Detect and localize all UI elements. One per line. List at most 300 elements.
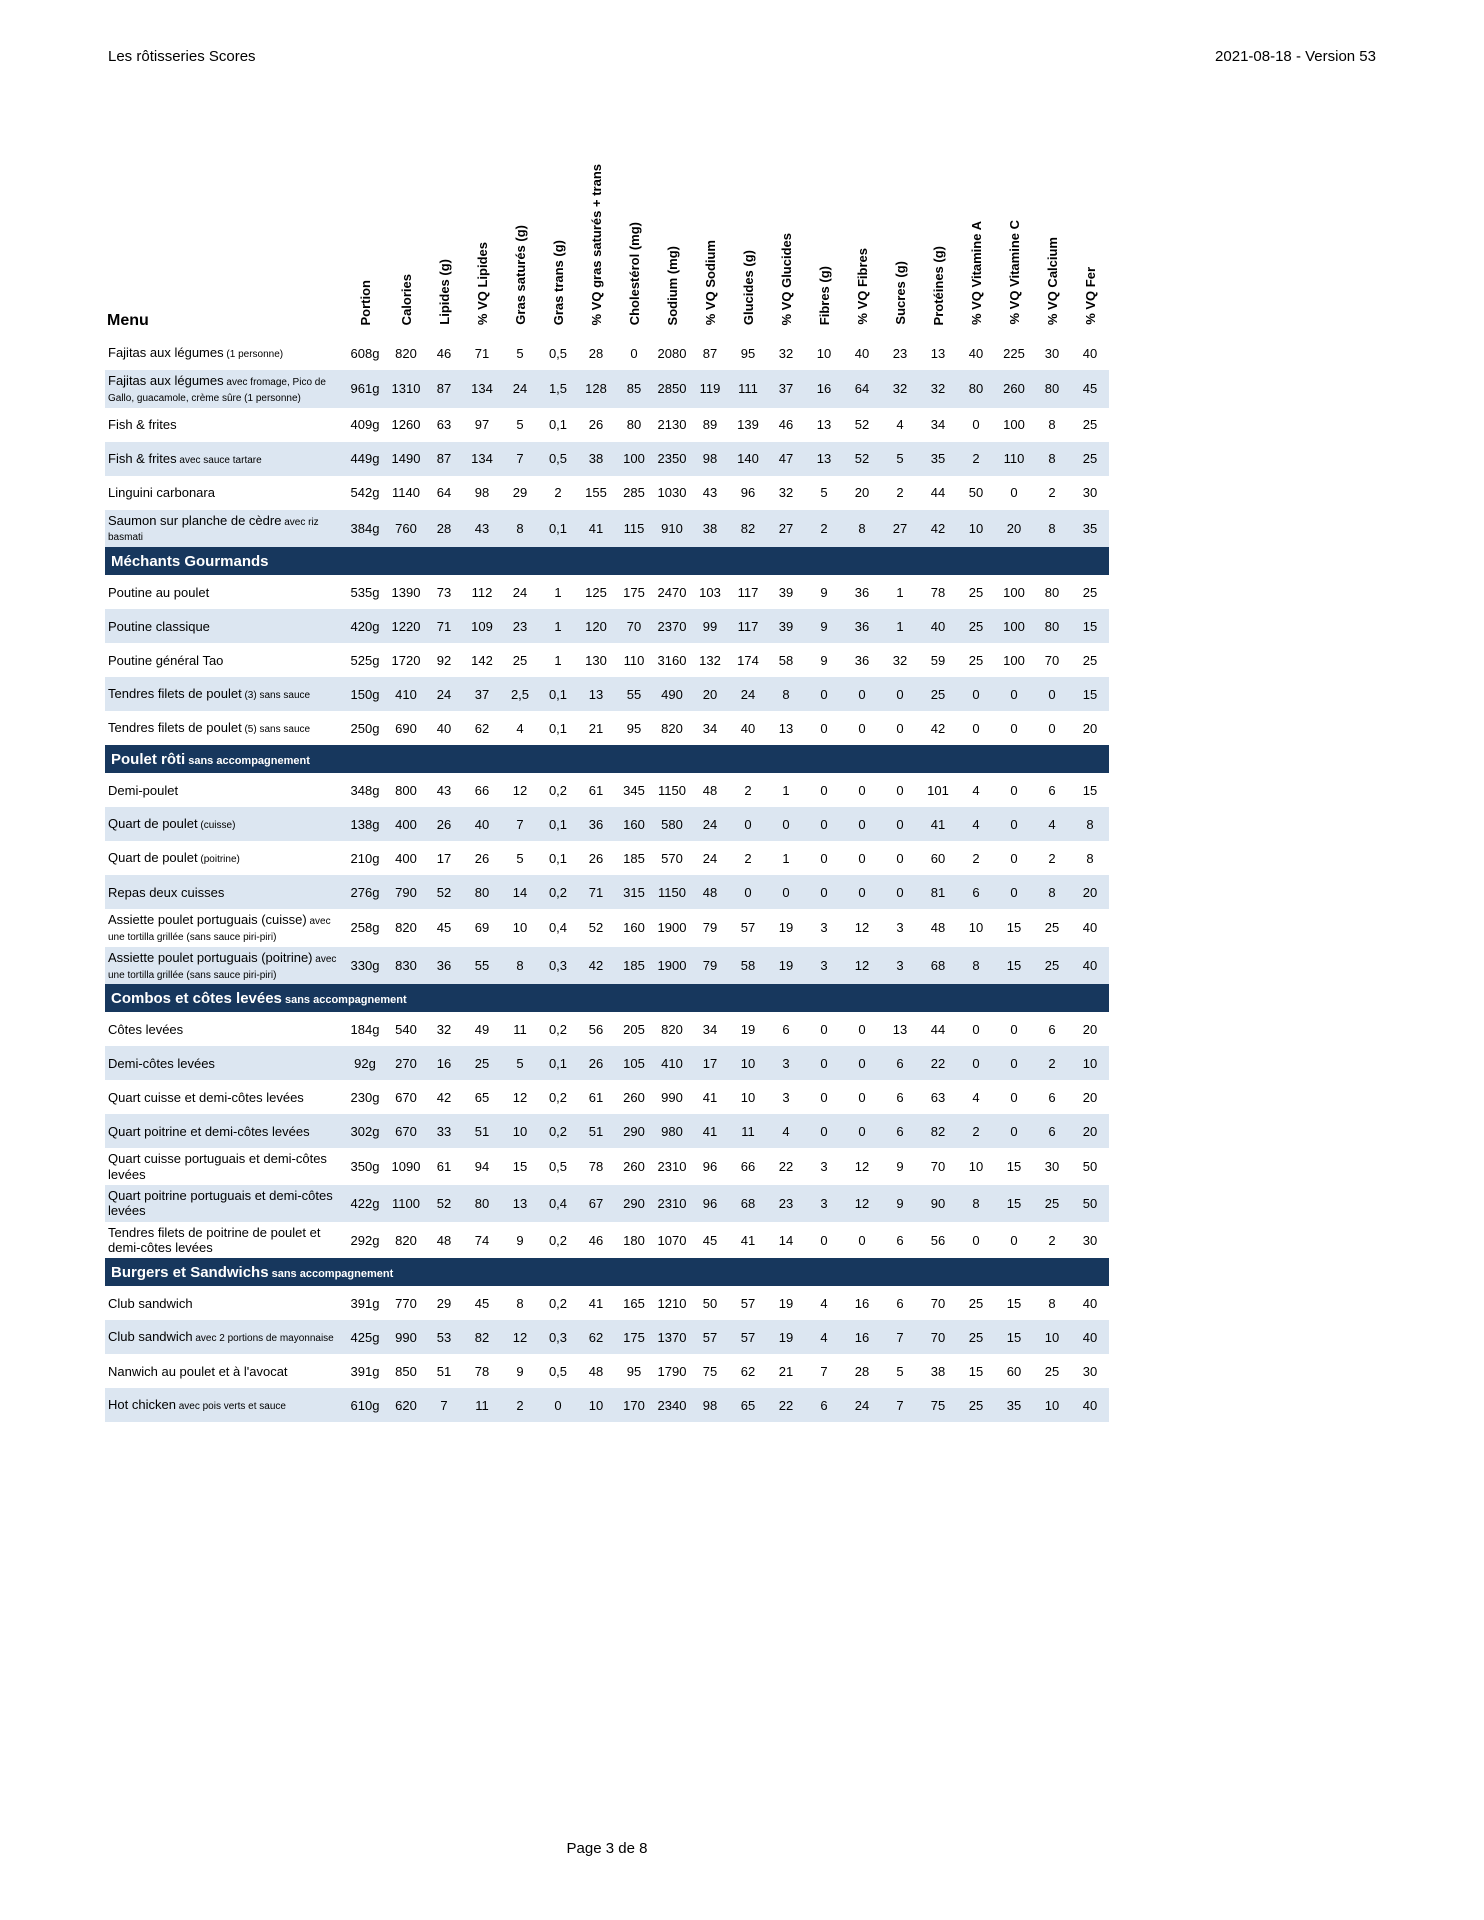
nutrition-value-cell: 9 <box>805 609 843 643</box>
nutrition-value-cell: 0,2 <box>539 1114 577 1148</box>
nutrition-value-cell: 260 <box>623 1089 645 1105</box>
nutrition-value-cell: 391g <box>350 1363 380 1379</box>
nutrition-value-cell: 14 <box>501 875 539 909</box>
nutrition-value-cell: 15 <box>512 1159 528 1175</box>
nutrition-value-cell: 1 <box>539 609 577 643</box>
nutrition-value-cell: 1210 <box>657 1295 687 1311</box>
nutrition-value-cell: 0,4 <box>539 1185 577 1222</box>
nutrition-value-cell: 184g <box>350 1021 380 1037</box>
nutrition-value-cell: 0 <box>995 1114 1033 1148</box>
nutrition-value-cell: 1 <box>782 782 790 798</box>
nutrition-value-cell: 0,1 <box>539 1046 577 1080</box>
nutrition-value-cell: 134 <box>463 370 501 408</box>
nutrition-value-cell: 21 <box>588 720 604 736</box>
nutrition-value-cell: 0 <box>957 1046 995 1080</box>
nutrition-value-cell: 0 <box>805 677 843 711</box>
menu-item-name: Quart cuisse et demi-côtes levées <box>108 1089 304 1105</box>
nutrition-value-cell: 4 <box>805 1320 843 1354</box>
nutrition-value-cell: 13 <box>501 1185 539 1222</box>
nutrition-value-cell: 2130 <box>657 417 687 433</box>
nutrition-value-cell: 40 <box>436 720 452 736</box>
nutrition-value-cell: 3 <box>767 1046 805 1080</box>
nutrition-value-cell: 13 <box>816 417 832 433</box>
nutrition-value-cell: 10 <box>577 1388 615 1422</box>
nutrition-value-cell: 2 <box>554 485 562 501</box>
nutrition-value-cell: 2080 <box>657 345 687 361</box>
nutrition-value-cell: 43 <box>702 485 718 501</box>
nutrition-value-cell: 820 <box>395 1232 417 1248</box>
menu-item-note: avec une tortilla grillée (sans sauce piri-piri) <box>108 916 331 943</box>
nutrition-value-cell: 8 <box>1033 510 1071 548</box>
nutrition-value-cell: 41 <box>740 1232 756 1248</box>
nutrition-value-cell: 2 <box>744 782 752 798</box>
nutrition-value-cell: 1030 <box>657 485 687 501</box>
nutrition-value-cell: 61 <box>588 1089 604 1105</box>
nutrition-value-cell: 48 <box>691 875 729 909</box>
nutrition-value-cell: 7 <box>425 1388 463 1422</box>
nutrition-value-cell: 67 <box>577 1185 615 1222</box>
nutrition-value-cell: 174 <box>737 652 759 668</box>
nutrition-value-cell: 961g <box>343 370 387 408</box>
nutrition-value-cell: 0 <box>805 875 843 909</box>
menu-item-row <box>105 609 1109 643</box>
nutrition-value-cell: 23 <box>767 1185 805 1222</box>
nutrition-value-cell: 19 <box>740 1021 756 1037</box>
nutrition-value-cell: 3 <box>896 920 904 936</box>
nutrition-value-cell: 12 <box>854 920 870 936</box>
table-header <box>105 110 1109 336</box>
nutrition-value-cell: 50 <box>702 1295 718 1311</box>
nutrition-value-cell: 3 <box>805 947 843 985</box>
menu-item-row <box>105 1185 1109 1222</box>
nutrition-value-cell: 6 <box>782 1021 790 1037</box>
nutrition-value-cell: 1 <box>881 609 919 643</box>
nutrition-value-cell: 24 <box>843 1388 881 1422</box>
nutrition-value-cell: 52 <box>425 1185 463 1222</box>
nutrition-value-cell: 117 <box>729 609 767 643</box>
nutrition-value-cell: 8 <box>843 510 881 548</box>
nutrition-value-cell: 3 <box>805 1185 843 1222</box>
section-note: sans accompagnement <box>185 754 310 767</box>
column-header-label: % VQ Vitamine A <box>968 220 984 325</box>
menu-item-name: Tendres filets de poitrine de poulet et demi-côtes levées <box>108 1224 321 1256</box>
nutrition-value-cell: 13 <box>892 1021 908 1037</box>
page-footer <box>105 1840 1109 1857</box>
nutrition-value-cell: 105 <box>615 1046 653 1080</box>
nutrition-value-cell: 41 <box>691 1114 729 1148</box>
nutrition-value-cell: 139 <box>737 417 759 433</box>
nutrition-value-cell: 0 <box>995 677 1033 711</box>
nutrition-value-cell: 25 <box>1044 1363 1060 1379</box>
nutrition-value-cell: 5 <box>896 1363 904 1379</box>
menu-item-name: Assiette poulet portuguais (poitrine) <box>108 949 313 965</box>
nutrition-value-cell: 1070 <box>657 1232 687 1248</box>
menu-item-name-cell <box>105 609 343 643</box>
nutrition-value-cell: 44 <box>930 485 946 501</box>
nutrition-value-cell: 12 <box>501 1320 539 1354</box>
nutrition-value-cell: 100 <box>1003 417 1025 433</box>
nutrition-value-cell: 80 <box>1044 584 1060 600</box>
nutrition-value-cell: 0 <box>805 807 843 841</box>
nutrition-value-cell: 30 <box>1082 1363 1098 1379</box>
nutrition-value-cell: 0 <box>858 1232 866 1248</box>
nutrition-value-cell: 63 <box>436 417 452 433</box>
nutrition-value-cell: 48 <box>436 1232 452 1248</box>
nutrition-value-cell: 0 <box>630 345 638 361</box>
nutrition-value-cell: 160 <box>623 920 645 936</box>
nutrition-value-cell: 42 <box>577 947 615 985</box>
nutrition-value-cell: 210g <box>350 850 380 866</box>
nutrition-value-cell: 25 <box>1033 1185 1071 1222</box>
nutrition-value-cell: 70 <box>930 1295 946 1311</box>
nutrition-value-cell: 46 <box>436 345 452 361</box>
column-header-label: % VQ Lipides <box>474 241 490 325</box>
nutrition-value-cell: 990 <box>661 1089 683 1105</box>
nutrition-value-cell: 25 <box>968 1295 984 1311</box>
nutrition-value-cell: 85 <box>615 370 653 408</box>
nutrition-value-cell: 2 <box>896 485 904 501</box>
nutrition-value-cell: 8 <box>1048 1295 1056 1311</box>
menu-item-name-cell <box>105 1046 343 1080</box>
menu-item-row <box>105 1148 1109 1185</box>
nutrition-value-cell: 4 <box>1033 807 1071 841</box>
nutrition-value-cell: 570 <box>661 850 683 866</box>
nutrition-value-cell: 0 <box>805 1046 843 1080</box>
nutrition-value-cell: 109 <box>463 609 501 643</box>
nutrition-value-cell: 43 <box>436 782 452 798</box>
column-header <box>919 110 957 336</box>
nutrition-value-cell: 71 <box>474 345 490 361</box>
nutrition-value-cell: 1370 <box>653 1320 691 1354</box>
column-header-label: Sodium (mg) <box>664 245 680 325</box>
nutrition-value-cell: 32 <box>778 485 794 501</box>
nutrition-value-cell: 2370 <box>653 609 691 643</box>
nutrition-value-cell: 39 <box>767 609 805 643</box>
nutrition-value-cell: 24 <box>729 677 767 711</box>
nutrition-value-cell: 43 <box>463 510 501 548</box>
nutrition-value-cell: 400 <box>387 807 425 841</box>
nutrition-value-cell: 68 <box>729 1185 767 1222</box>
nutrition-value-cell: 820 <box>395 920 417 936</box>
nutrition-value-cell: 51 <box>463 1114 501 1148</box>
nutrition-value-cell: 112 <box>471 584 493 600</box>
nutrition-value-cell: 0 <box>972 417 980 433</box>
menu-item-name-cell <box>105 1222 343 1259</box>
menu-item-name: Tendres filets de poulet <box>108 686 242 702</box>
nutrition-value-cell: 30 <box>1044 345 1060 361</box>
nutrition-value-cell: 13 <box>930 345 946 361</box>
nutrition-value-cell: 0 <box>881 677 919 711</box>
nutrition-value-cell: 0 <box>858 782 866 798</box>
nutrition-value-cell: 92 <box>436 652 452 668</box>
nutrition-value-cell: 57 <box>691 1320 729 1354</box>
nutrition-value-cell: 128 <box>577 370 615 408</box>
nutrition-value-cell: 40 <box>854 345 870 361</box>
nutrition-value-cell: 79 <box>702 920 718 936</box>
nutrition-value-cell: 57 <box>729 1320 767 1354</box>
nutrition-value-cell: 2 <box>1048 850 1056 866</box>
menu-item-name: Quart de poulet <box>108 816 198 832</box>
nutrition-value-cell: 47 <box>767 442 805 476</box>
nutrition-value-cell: 103 <box>699 584 721 600</box>
menu-item-note: avec pois verts et sauce <box>175 1401 286 1413</box>
nutrition-value-cell: 89 <box>702 417 718 433</box>
nutrition-value-cell: 5 <box>881 442 919 476</box>
nutrition-value-cell: 68 <box>919 947 957 985</box>
nutrition-value-cell: 2350 <box>653 442 691 476</box>
nutrition-value-cell: 55 <box>615 677 653 711</box>
nutrition-value-cell: 6 <box>1033 1114 1071 1148</box>
nutrition-value-cell: 41 <box>702 1089 718 1105</box>
nutrition-value-cell: 38 <box>691 510 729 548</box>
nutrition-value-cell: 19 <box>778 920 794 936</box>
nutrition-value-cell: 0 <box>820 1089 828 1105</box>
nutrition-value-cell: 142 <box>471 652 493 668</box>
nutrition-value-cell: 9 <box>820 652 828 668</box>
menu-item-name: Club sandwich <box>108 1329 193 1345</box>
nutrition-value-cell: 27 <box>881 510 919 548</box>
nutrition-value-cell: 422g <box>343 1185 387 1222</box>
menu-item-name: Assiette poulet portuguais (cuisse) <box>108 912 307 928</box>
menu-item-row <box>105 947 1109 985</box>
nutrition-value-cell: 10 <box>501 1114 539 1148</box>
nutrition-value-cell: 45 <box>474 1295 490 1311</box>
page-number: Page 3 de 8 <box>566 1840 648 1857</box>
nutrition-value-cell: 0 <box>896 782 904 798</box>
nutrition-value-cell: 1900 <box>657 920 687 936</box>
nutrition-value-cell: 52 <box>425 875 463 909</box>
menu-item-name-cell <box>105 510 343 548</box>
nutrition-value-cell: 26 <box>577 1046 615 1080</box>
menu-item-row <box>105 336 1109 370</box>
nutrition-value-cell: 0,3 <box>539 1320 577 1354</box>
nutrition-value-cell: 39 <box>778 584 794 600</box>
nutrition-value-cell: 24 <box>512 584 528 600</box>
nutrition-value-cell: 40 <box>1071 947 1109 985</box>
nutrition-value-cell: 25 <box>1071 442 1109 476</box>
nutrition-value-cell: 80 <box>1033 370 1071 408</box>
nutrition-value-cell: 42 <box>930 720 946 736</box>
column-header <box>425 110 463 336</box>
nutrition-value-cell: 7 <box>501 807 539 841</box>
nutrition-value-cell: 260 <box>995 370 1033 408</box>
column-header-label: % VQ Glucides <box>778 232 794 325</box>
column-header <box>805 110 843 336</box>
nutrition-value-cell: 25 <box>957 1320 995 1354</box>
nutrition-value-cell: 61 <box>588 782 604 798</box>
nutrition-value-cell: 0 <box>1010 1089 1018 1105</box>
menu-item-name-cell <box>105 947 343 985</box>
nutrition-value-cell: 0 <box>1010 720 1018 736</box>
nutrition-value-cell: 4 <box>767 1114 805 1148</box>
nutrition-value-cell: 160 <box>615 807 653 841</box>
nutrition-value-cell: 2310 <box>653 1185 691 1222</box>
nutrition-value-cell: 28 <box>854 1363 870 1379</box>
nutrition-value-cell: 80 <box>1033 609 1071 643</box>
menu-item-row <box>105 575 1109 609</box>
nutrition-value-cell: 25 <box>463 1046 501 1080</box>
nutrition-value-cell: 15 <box>1071 677 1109 711</box>
nutrition-value-cell: 48 <box>702 782 718 798</box>
menu-item-note: avec 2 portions de mayonnaise <box>192 1333 334 1345</box>
nutrition-value-cell: 0 <box>881 875 919 909</box>
nutrition-value-cell: 409g <box>350 417 380 433</box>
menu-item-row <box>105 711 1109 745</box>
nutrition-value-cell: 25 <box>1082 417 1098 433</box>
nutrition-value-cell: 98 <box>691 442 729 476</box>
menu-item-note: (3) sans sauce <box>241 690 311 702</box>
nutrition-value-cell: 111 <box>729 370 767 408</box>
nutrition-value-cell: 34 <box>930 417 946 433</box>
nutrition-value-cell: 2 <box>744 850 752 866</box>
menu-item-name-cell <box>105 875 343 909</box>
column-header-label: % VQ Sodium <box>702 239 718 325</box>
nutrition-value-cell: 8 <box>1086 850 1094 866</box>
nutrition-value-cell: 46 <box>778 417 794 433</box>
nutrition-value-cell: 35 <box>1071 510 1109 548</box>
column-header <box>995 110 1033 336</box>
nutrition-value-cell: 69 <box>474 920 490 936</box>
nutrition-value-cell: 45 <box>436 920 452 936</box>
nutrition-value-cell: 40 <box>1082 1295 1098 1311</box>
column-header-label: Lipides (g) <box>436 259 452 325</box>
menu-item-note: (cuisse) <box>197 820 236 832</box>
menu-item-name-cell <box>105 1148 343 1185</box>
menu-item-name-cell <box>105 643 343 677</box>
nutrition-value-cell: 32 <box>436 1021 452 1037</box>
nutrition-value-cell: 10 <box>968 1159 984 1175</box>
nutrition-value-cell: 165 <box>623 1295 645 1311</box>
nutrition-value-cell: 11 <box>463 1388 501 1422</box>
column-header-label: % VQ Fer <box>1082 267 1098 325</box>
nutrition-value-cell: 850 <box>395 1363 417 1379</box>
nutrition-value-cell: 8 <box>1033 875 1071 909</box>
section-title: Méchants Gourmands <box>111 552 269 570</box>
nutrition-value-cell: 250g <box>350 720 380 736</box>
nutrition-value-cell: 40 <box>1082 345 1098 361</box>
menu-item-name: Quart cuisse portuguais et demi-côtes levées <box>108 1151 327 1182</box>
menu-item-name-cell <box>105 408 343 442</box>
nutrition-value-cell: 40 <box>919 609 957 643</box>
column-header-label: Gras saturés (g) <box>512 225 528 325</box>
nutrition-value-cell: 62 <box>577 1320 615 1354</box>
nutrition-value-cell: 0,2 <box>548 1295 568 1311</box>
section-title: Poulet rôti <box>111 750 186 768</box>
nutrition-value-cell: 2850 <box>653 370 691 408</box>
nutrition-value-cell: 13 <box>778 720 794 736</box>
nutrition-value-cell: 36 <box>577 807 615 841</box>
nutrition-value-cell: 1900 <box>653 947 691 985</box>
nutrition-value-cell: 6 <box>896 1295 904 1311</box>
nutrition-value-cell: 315 <box>615 875 653 909</box>
nutrition-value-cell: 16 <box>805 370 843 408</box>
menu-item-row <box>105 677 1109 711</box>
nutrition-value-cell: 1 <box>554 652 562 668</box>
menu-item-row <box>105 909 1109 947</box>
nutrition-value-cell: 790 <box>387 875 425 909</box>
nutrition-value-cell: 73 <box>436 584 452 600</box>
nutrition-value-cell: 35 <box>919 442 957 476</box>
nutrition-value-cell: 80 <box>463 1185 501 1222</box>
nutrition-value-cell: 40 <box>1071 1320 1109 1354</box>
nutrition-value-cell: 22 <box>767 1388 805 1422</box>
nutrition-value-cell: 205 <box>623 1021 645 1037</box>
nutrition-value-cell: 0,2 <box>548 1021 568 1037</box>
nutrition-value-cell: 80 <box>957 370 995 408</box>
nutrition-value-cell: 48 <box>588 1363 604 1379</box>
nutrition-value-cell: 1390 <box>391 584 421 600</box>
nutrition-value-cell: 25 <box>957 609 995 643</box>
menu-item-name: Tendres filets de poulet <box>108 720 242 736</box>
menu-item-note: avec sauce tartare <box>176 454 262 466</box>
nutrition-value-cell: 6 <box>881 1046 919 1080</box>
nutrition-value-cell: 49 <box>474 1021 490 1037</box>
table-header-row <box>105 110 1109 336</box>
nutrition-value-cell: 0 <box>1010 485 1018 501</box>
nutrition-value-cell: 0 <box>820 1232 828 1248</box>
nutrition-value-cell: 11 <box>513 1021 527 1037</box>
nutrition-value-cell: 97 <box>474 417 490 433</box>
nutrition-value-cell: 58 <box>729 947 767 985</box>
nutrition-value-cell: 2 <box>1048 485 1056 501</box>
nutrition-value-cell: 41 <box>919 807 957 841</box>
nutrition-value-cell: 8 <box>516 1295 524 1311</box>
nutrition-value-cell: 12 <box>512 1089 528 1105</box>
nutrition-value-cell: 1 <box>554 584 562 600</box>
nutrition-value-cell: 0 <box>843 677 881 711</box>
page-header <box>108 48 1376 65</box>
nutrition-value-cell: 38 <box>577 442 615 476</box>
nutrition-value-cell: 28 <box>588 345 604 361</box>
nutrition-value-cell: 4 <box>972 1089 980 1105</box>
nutrition-value-cell: 7 <box>881 1388 919 1422</box>
nutrition-value-cell: 30 <box>1044 1159 1060 1175</box>
nutrition-value-cell: 0,2 <box>548 1089 568 1105</box>
nutrition-value-cell: 449g <box>343 442 387 476</box>
nutrition-value-cell: 5 <box>501 1046 539 1080</box>
nutrition-value-cell: 130 <box>585 652 607 668</box>
nutrition-value-cell: 0 <box>858 1089 866 1105</box>
menu-item-name: Club sandwich <box>108 1295 193 1311</box>
nutrition-value-cell: 0,2 <box>539 875 577 909</box>
nutrition-value-cell: 10 <box>740 1089 756 1105</box>
nutrition-value-cell: 1100 <box>387 1185 425 1222</box>
nutrition-value-cell: 71 <box>577 875 615 909</box>
nutrition-value-cell: 0 <box>881 807 919 841</box>
nutrition-value-cell: 2 <box>501 1388 539 1422</box>
nutrition-value-cell: 8 <box>1033 442 1071 476</box>
nutrition-value-cell: 0 <box>995 875 1033 909</box>
nutrition-value-cell: 25 <box>1082 652 1098 668</box>
nutrition-value-cell: 990 <box>387 1320 425 1354</box>
nutrition-value-cell: 9 <box>516 1363 524 1379</box>
menu-item-note: (poitrine) <box>197 854 240 866</box>
nutrition-value-cell: 0,1 <box>539 677 577 711</box>
column-header-label: Protéines (g) <box>930 245 946 325</box>
nutrition-value-cell: 6 <box>1048 782 1056 798</box>
nutrition-value-cell: 100 <box>995 609 1033 643</box>
nutrition-value-cell: 0,2 <box>548 782 568 798</box>
nutrition-value-cell: 12 <box>843 947 881 985</box>
nutrition-value-cell: 70 <box>930 1159 946 1175</box>
nutrition-value-cell: 15 <box>995 947 1033 985</box>
nutrition-value-cell: 29 <box>436 1295 452 1311</box>
nutrition-value-cell: 800 <box>395 782 417 798</box>
nutrition-value-cell: 1,5 <box>539 370 577 408</box>
nutrition-value-cell: 115 <box>615 510 653 548</box>
nutrition-value-cell: 15 <box>1071 609 1109 643</box>
nutrition-value-cell: 2 <box>957 442 995 476</box>
